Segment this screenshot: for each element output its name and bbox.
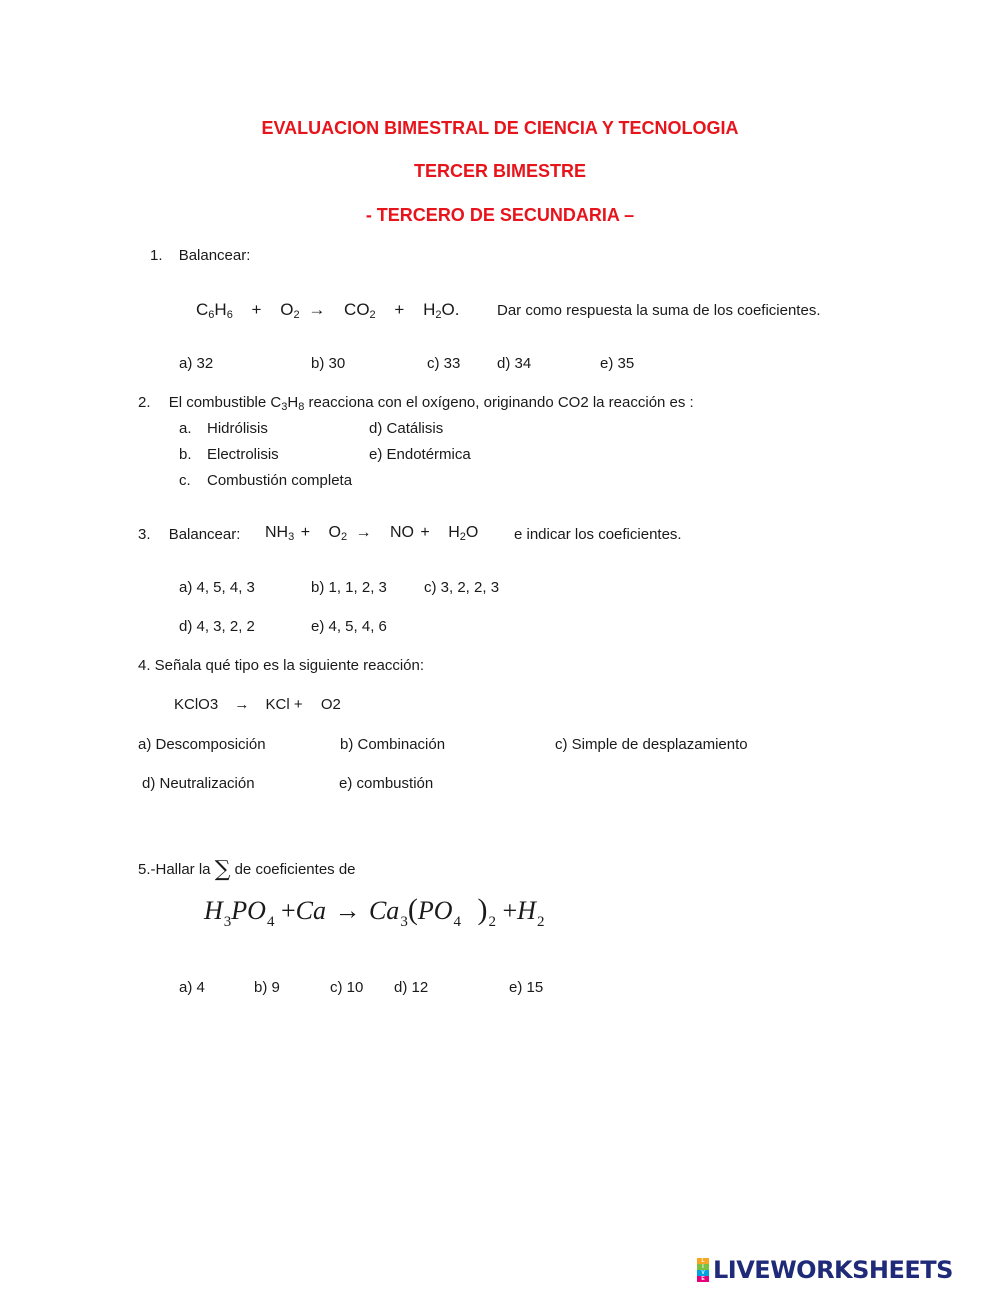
q2-option-b[interactable]: b. Electrolisis	[179, 446, 279, 463]
q3-prompt: 3. Balancear:	[138, 526, 241, 543]
q3-option-d[interactable]: d) 4, 3, 2, 2	[179, 618, 255, 635]
q4-option-c[interactable]: c) Simple de desplazamiento	[555, 736, 748, 753]
q1-option-e[interactable]: e) 35	[600, 355, 635, 372]
q2-number: 2.	[138, 394, 151, 411]
q1-option-b[interactable]: b) 30	[311, 355, 346, 372]
q1-option-a[interactable]: a) 32	[179, 355, 214, 372]
q5-prompt: 5.-Hallar la ∑ de coeficientes de	[138, 857, 356, 882]
page-title: EVALUACION BIMESTRAL DE CIENCIA Y TECNOLOGIA	[261, 118, 739, 138]
q5-option-e[interactable]: e) 15	[509, 979, 544, 996]
q2-prompt: 2. El combustible $C_3H_8$ reacciona con el oxígeno, originando CO2 la reacción es :	[138, 394, 694, 413]
q3-number: 3.	[138, 526, 151, 543]
q4-option-a[interactable]: a) Descomposición	[138, 736, 266, 753]
q3-option-b[interactable]: b) 1, 1, 2, 3	[311, 579, 387, 596]
logo-text: LIVEWORKSHEETS	[713, 1256, 953, 1284]
q1-prompt	[150, 247, 250, 264]
liveworksheets-logo	[697, 1256, 953, 1284]
q4-option-b[interactable]: b) Combinación	[340, 736, 446, 753]
q1-prompt-text: Balancear:	[178, 247, 251, 264]
q5-option-b[interactable]: b) 9	[254, 979, 280, 996]
q3-equation: $NH_3 + O_2$ → NO + $H_2O$	[265, 524, 479, 543]
q2-option-e[interactable]: e) Endotérmica	[369, 446, 471, 463]
q3-option-c[interactable]: c) 3, 2, 2, 3	[424, 579, 500, 596]
q1-equation: $C_6H_6 + O_2 \to CO_2 + H_2O$.	[196, 300, 460, 321]
q2-option-c[interactable]: c. Combustión completa	[179, 472, 353, 489]
q1-instruction: Dar como respuesta la suma de los coeficientes.	[497, 302, 821, 319]
sigma-symbol: ∑	[214, 857, 231, 882]
grade-heading: - TERCERO DE SECUNDARIA –	[365, 205, 635, 225]
q4-reaction: KClO3 → KCl + O2	[174, 696, 341, 713]
q4-option-e[interactable]: e) combustión	[339, 775, 434, 792]
q1-option-d[interactable]: d) 34	[497, 355, 532, 372]
q3-option-a[interactable]: a) 4, 5, 4, 3	[179, 579, 255, 596]
q3-option-e[interactable]: e) 4, 5, 4, 6	[311, 618, 387, 635]
q2-option-a[interactable]: a. Hidrólisis	[179, 420, 268, 437]
q5-option-d[interactable]: d) 12	[394, 979, 429, 996]
q4-option-d[interactable]: d) Neutralización	[142, 775, 255, 792]
q3-instruction: e indicar los coeficientes.	[514, 526, 682, 543]
q5-equation: $H_3PO_4 +Ca \to Ca_3(PO_4$ )$_2 +H_2$	[204, 893, 545, 930]
logo-mark: L I V E	[697, 1258, 709, 1282]
q5-option-a[interactable]: a) 4	[179, 979, 205, 996]
q1-number: 1.	[150, 247, 163, 264]
q2-option-d[interactable]: d) Catálisis	[369, 420, 444, 437]
page-subtitle: TERCER BIMESTRE	[413, 161, 586, 181]
q1-option-c[interactable]: c) 33	[427, 355, 461, 372]
q5-option-c[interactable]: c) 10	[330, 979, 364, 996]
q4-prompt: 4. Señala qué tipo es la siguiente reacción:	[138, 657, 425, 674]
